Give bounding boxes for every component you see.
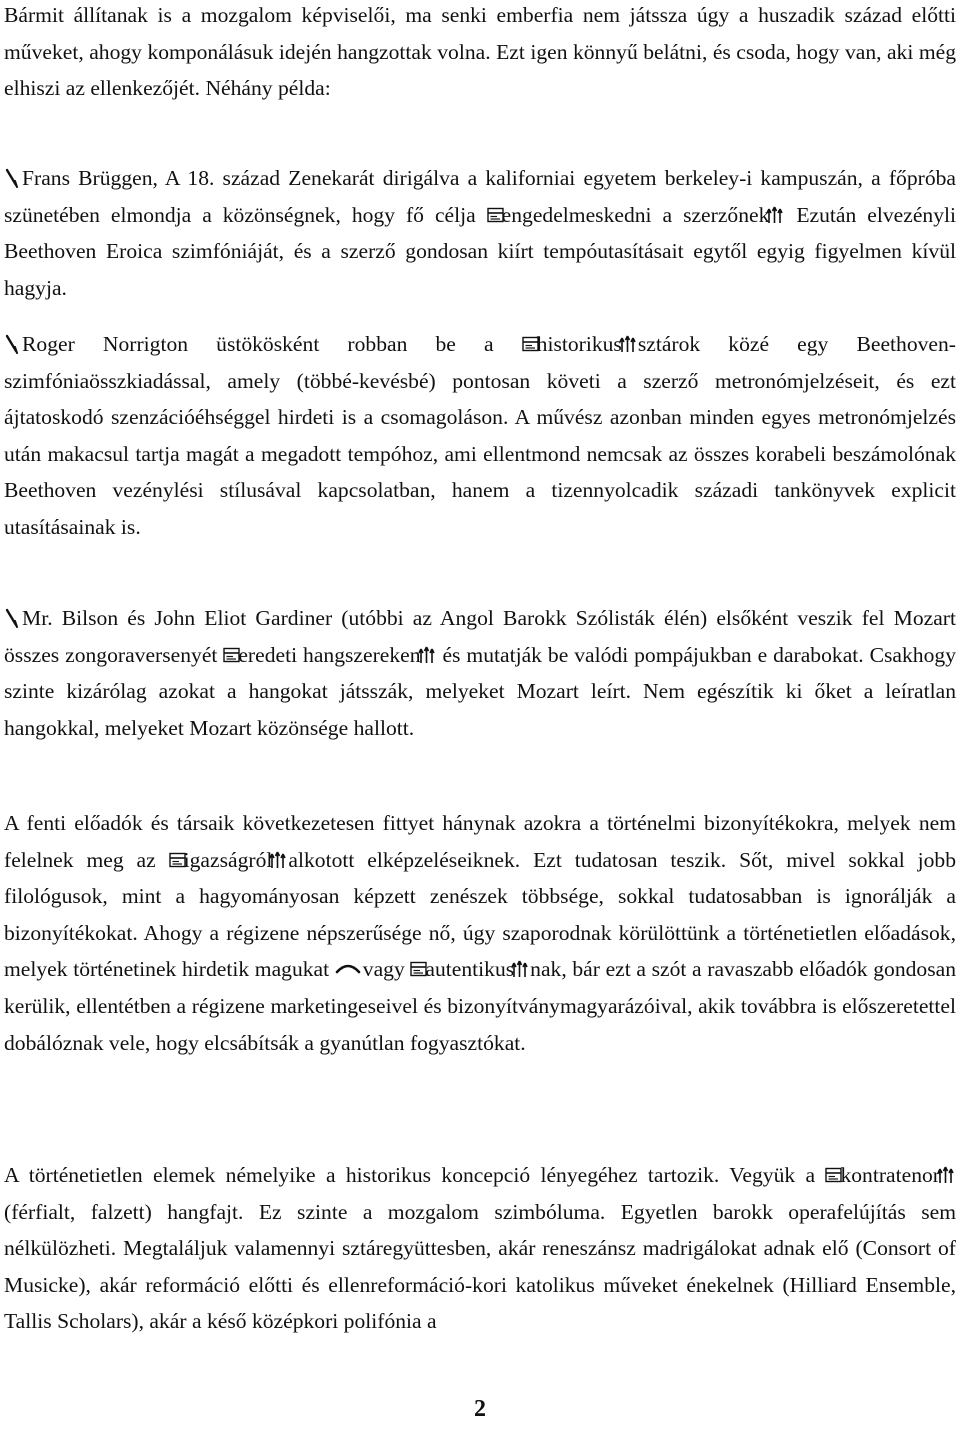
- text-run: Mr. Bilson és John Eliot Gardiner (utóbbi az Angol Barokk Szólisták élén) elsőként veszik fel Mozart összes zongoraversenyét: [4, 606, 956, 667]
- text-run: Ezután elvezényli Beethoven Eroica szimfóniáját, és a szerző gondosan kiírt tempóutasításait egytől egyig figyelmen kívül hagyja.: [4, 202, 956, 300]
- backslash-mark: [4, 334, 20, 354]
- paragraph-intro: [4, 0, 956, 107]
- page-number: 2: [474, 1396, 486, 1422]
- text-run: Bármit állítanak is a mozgalom képviselői, ma senki emberfia nem játssza úgy a huszadik század előtti műveket, ahogy komponálásuk idején hangzottak volna. Ezt igen könnyű belátni, és csoda, hogy van, aki még elhiszi az ellenkezőjét. Néhány példa:: [4, 3, 956, 101]
- text-run: (férfialt, falzett) hangfajt. Ez szinte a mozgalom szimbóluma. Egyetlen barokk operafelújítás sem nélkülözheti. Megtaláljuk valamennyi sztáregyüttesben, akár reneszánsz madrigálokat adnak elő (Consort of Musicke), akár reformáció előtti és ellenreformáció-kori katolikus műveket énekelnek (Hilliard Ensemble, Tallis Scholars), akár a késő középkori polifónia a: [4, 1199, 956, 1334]
- text-run: alkotott elképzeléseiknek. Ezt tudatosan teszik. Sőt, mivel sokkal jobb filológusok, mint a hagyományosan képzett zenészek többsége, sokkal tudatosabban is ignorálják a bizonyítékokat. Ahogy a régizene népszerűsége nő, úgy szaporodnak körülöttünk a történetietlen előadások, melyek történetinek hirdetik magukat: [4, 847, 957, 982]
- paragraph-norrington: [4, 326, 956, 546]
- text-run: eredeti hangszereken: [238, 642, 421, 667]
- text-run: engedelmeskedni a szerzőnek: [501, 202, 770, 227]
- paragraph-bruggen: [4, 160, 956, 306]
- close-quote-glyph: [511, 960, 528, 978]
- text-run: historikus: [536, 332, 622, 356]
- text-run: vagy: [362, 957, 411, 982]
- close-quote-glyph: [937, 1166, 954, 1184]
- oval-glyph: [335, 961, 361, 975]
- text-run: autentikus: [425, 957, 515, 982]
- document-page: [4, 0, 956, 1436]
- open-quote-glyph: [522, 336, 539, 352]
- close-quote-glyph: [269, 851, 286, 869]
- text-run: Roger Norrigton üstökösként robban be a: [22, 332, 522, 356]
- text-run: A történetietlen elemek némelyike a historikus koncepció lényegéhez tartozik. Vegyük a: [4, 1163, 826, 1187]
- close-quote-glyph: [766, 206, 783, 224]
- text-run: Frans Brüggen, A 18. század Zenekarát dirigálva a kaliforniai egyetem berkeley-i kampuszán, a főpróba szünetében elmondja a közönségnek, hogy fő célja: [4, 166, 956, 227]
- text-run: A fenti előadók és társaik következetesen fittyet hánynak azokra a történelmi bizonyítékokra, melyek nem felelnek meg az: [4, 811, 956, 872]
- open-quote-glyph: [223, 647, 240, 663]
- text-run: igazságról: [183, 847, 273, 872]
- text-run: és mutatják be valódi pompájukban e darabokat. Csakhogy szinte kizárólag azokat a hangokat játsszák, melyeket Mozart leírt. Nem egészítik ki őket a leíratlan hangokkal, melyeket Mozart közönsége hallott.: [4, 642, 956, 740]
- text-run: kontratenor: [840, 1163, 940, 1187]
- close-quote-glyph: [619, 335, 636, 353]
- text-run: sztárok közé egy Beethoven-szimfóniaösszkiadással, amely (többé-kevésbé) pontosan követi a szerző metronómjelzéseit, és ezt ájtatoskodó szenzációéhséggel hirdeti is a csomagoláson. A művész azonban minden egyes metronómjelzés után makacsul tartja magát a megadott tempóhoz, ami ellentmond nemcsak az összes korabeli beszámolónak Beethoven vezénylési stílusával kapcsolatban, hanem a tizennyolcadik századi tankönyvek explicit utasításainak is.: [4, 332, 956, 539]
- backslash-mark: [4, 168, 20, 188]
- open-quote-glyph: [825, 1167, 842, 1183]
- backslash-mark: [4, 608, 20, 628]
- open-quote-glyph: [487, 207, 504, 223]
- close-quote-glyph: [418, 646, 435, 664]
- open-quote-glyph: [410, 961, 427, 977]
- paragraph-countertenor: [4, 1157, 956, 1340]
- paragraph-bilson-gardiner: [4, 600, 956, 746]
- text-run: nak, bár ezt a szót a ravaszabb előadók gondosan kerülik, ellentétben a régizene marketingeseivel és bizonyítványmagyarázóival, akik továbbra is előszeretettel dobálóznak vele, hogy elcsábítsák a gyanútlan fogyasztókat.: [4, 957, 957, 1055]
- open-quote-glyph: [169, 852, 186, 868]
- paragraph-historical-evidence: [4, 805, 956, 1061]
